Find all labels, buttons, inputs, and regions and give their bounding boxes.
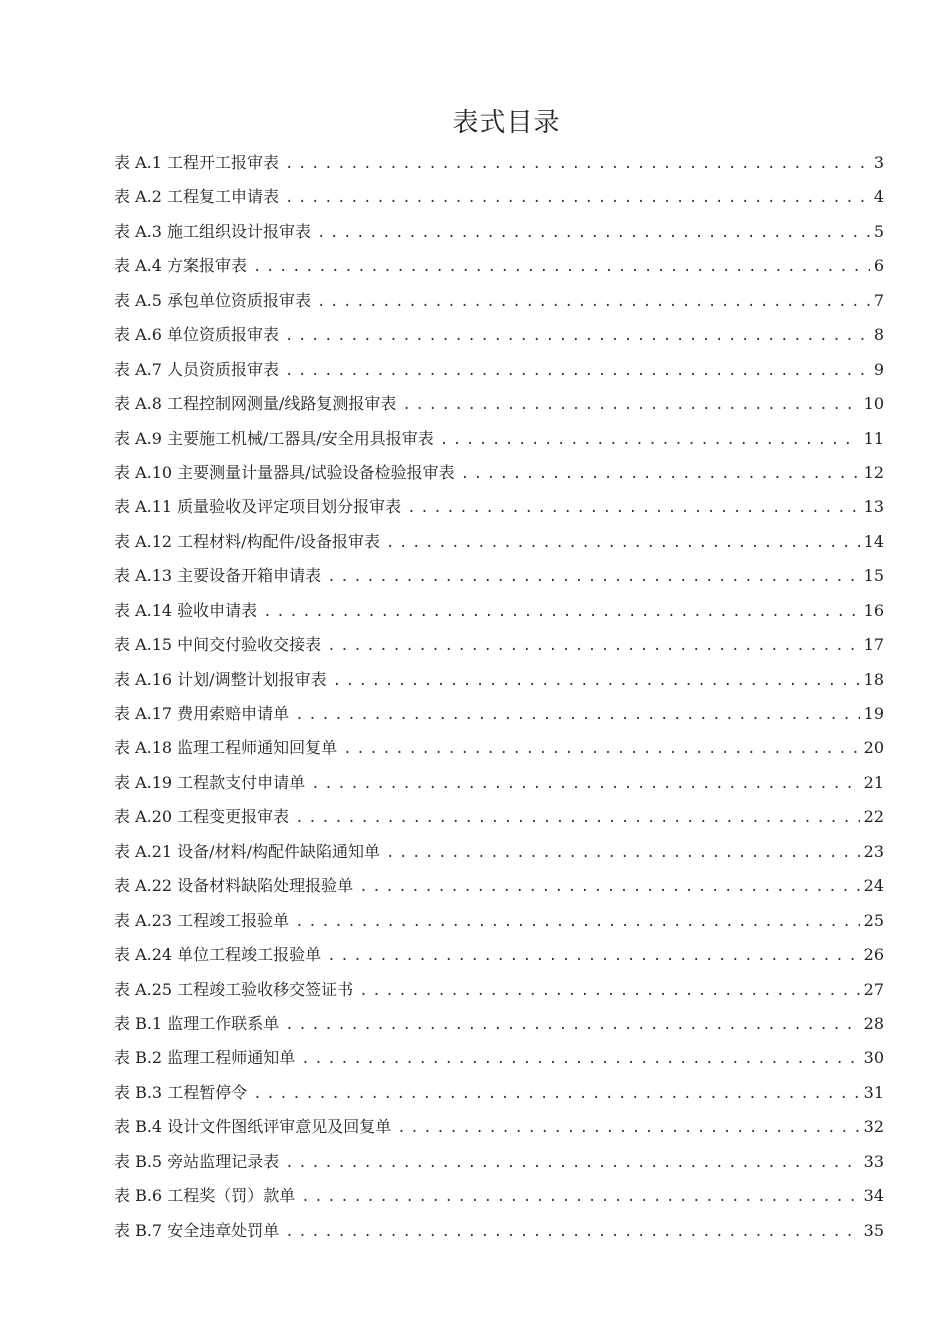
toc-entry-page-number: 20: [863, 738, 884, 758]
toc-entry[interactable]: [114, 559, 884, 593]
toc-dot-leader: [263, 595, 859, 629]
toc-entry[interactable]: [114, 456, 884, 490]
toc-entry[interactable]: [114, 1041, 884, 1075]
toc-entry-label: 表 A.17 费用索赔申请单: [114, 704, 290, 723]
toc-entry-page-number: 11: [863, 428, 884, 448]
toc-entry[interactable]: [114, 973, 884, 1007]
toc-dot-leader: [301, 1042, 859, 1076]
toc-entry[interactable]: [114, 1214, 884, 1248]
toc-entry-label: 表 A.20 工程变更报审表: [114, 807, 290, 827]
toc-entry[interactable]: [114, 353, 884, 387]
toc-entry[interactable]: [114, 1179, 884, 1213]
toc-entry-page-number: 17: [863, 635, 884, 655]
toc-dot-leader: [402, 388, 859, 422]
toc-entry-page-number: 6: [873, 256, 884, 276]
toc-dot-leader: [285, 319, 870, 353]
toc-dot-leader: [397, 1111, 859, 1145]
toc-entry-page-number: 31: [863, 1082, 884, 1102]
toc-dot-leader: [253, 250, 870, 284]
toc-entry-page-number: 25: [863, 910, 884, 930]
toc-entry-page-number: 35: [863, 1220, 884, 1240]
toc-entry[interactable]: [114, 869, 884, 903]
toc-entry-label: 表 A.4 方案报审表: [114, 256, 247, 276]
toc-entry[interactable]: [114, 938, 884, 972]
toc-dot-leader: [285, 147, 870, 181]
toc-entry-label: 表 A.11 质量验收及评定项目划分报审表: [114, 497, 402, 517]
toc-entry-page-number: 22: [863, 807, 884, 827]
toc-entry-page-number: 16: [863, 600, 884, 620]
toc-entry[interactable]: [114, 318, 884, 352]
toc-entry-page-number: 24: [863, 876, 884, 896]
toc-entry[interactable]: [114, 663, 884, 697]
toc-entry-label: 表 A.16 计划/调整计划报审表: [114, 669, 327, 689]
toc-entry[interactable]: [114, 800, 884, 834]
toc-entry[interactable]: [114, 525, 884, 559]
toc-dot-leader: [285, 1215, 859, 1249]
toc-entry-page-number: 5: [873, 221, 884, 241]
toc-dot-leader: [386, 836, 860, 870]
toc-entry-label: 表 B.1 监理工作联系单: [114, 1013, 280, 1033]
page-title: 表式目录: [452, 108, 561, 139]
toc-dot-leader: [461, 457, 860, 491]
toc-dot-leader: [317, 285, 870, 319]
toc-entry[interactable]: [114, 697, 884, 731]
toc-dot-leader: [301, 1180, 859, 1214]
toc-entry-label: 表 B.3 工程暂停令: [114, 1082, 248, 1102]
toc-entry[interactable]: [114, 731, 884, 765]
toc-entry[interactable]: [114, 904, 884, 938]
toc-dot-leader: [317, 216, 870, 250]
toc-dot-leader: [285, 1008, 859, 1042]
toc-entry[interactable]: [114, 766, 884, 800]
toc-entry-page-number: 32: [863, 1117, 884, 1137]
toc-entry-page-number: 8: [873, 325, 884, 345]
toc-dot-leader: [327, 939, 859, 973]
toc-entry[interactable]: [114, 215, 884, 249]
toc-entry-label: 表 A.5 承包单位资质报审表: [114, 290, 311, 310]
toc-entry-page-number: 13: [863, 497, 884, 517]
toc-dot-leader: [285, 354, 870, 388]
toc-dot-leader: [359, 974, 859, 1008]
toc-dot-leader: [285, 181, 870, 215]
toc-entry-label: 表 B.4 设计文件图纸评审意见及回复单: [114, 1117, 392, 1137]
toc-entry[interactable]: [114, 594, 884, 628]
toc-dot-leader: [285, 1146, 859, 1180]
toc-entry[interactable]: [114, 1007, 884, 1041]
toc-entry-page-number: 19: [863, 704, 884, 723]
toc-dot-leader: [386, 526, 860, 560]
toc-entry-page-number: 18: [863, 669, 884, 689]
toc-entry-label: 表 A.7 人员资质报审表: [114, 359, 279, 379]
toc-entry-label: 表 A.22 设备材料缺陷处理报验单: [114, 876, 354, 896]
toc-entry[interactable]: [114, 1076, 884, 1110]
toc-dot-leader: [327, 560, 859, 594]
toc-entry-page-number: 28: [863, 1013, 884, 1033]
toc-entry-page-number: 14: [863, 531, 884, 551]
toc-entry-label: 表 A.9 主要施工机械/工器具/安全用具报审表: [114, 428, 434, 448]
toc-dot-leader: [359, 870, 859, 904]
toc-entry-label: 表 A.13 主要设备开箱申请表: [114, 566, 322, 586]
toc-dot-leader: [295, 801, 859, 835]
toc-dot-leader: [343, 732, 859, 766]
toc-entry-label: 表 A.3 施工组织设计报审表: [114, 221, 311, 241]
toc-dot-leader: [327, 629, 859, 663]
toc-entry-label: 表 A.18 监理工程师通知回复单: [114, 738, 338, 758]
toc-dot-leader: [295, 905, 859, 939]
toc-entry[interactable]: [114, 387, 884, 421]
toc-dot-leader: [253, 1077, 859, 1111]
toc-entry[interactable]: [114, 249, 884, 283]
toc-entry-label: 表 A.24 单位工程竣工报验单: [114, 945, 322, 965]
toc-entry-label: 表 A.1 工程开工报审表: [114, 153, 279, 172]
toc-entry[interactable]: [114, 490, 884, 524]
toc-entry-label: 表 B.2 监理工程师通知单: [114, 1048, 296, 1068]
toc-entry[interactable]: [114, 628, 884, 662]
toc-entry-label: 表 A.14 验收申请表: [114, 600, 258, 620]
toc-entry[interactable]: [114, 1110, 884, 1144]
toc-entry-label: 表 A.25 工程竣工验收移交签证书: [114, 979, 354, 999]
toc-dot-leader: [407, 491, 859, 525]
toc-entry-label: 表 A.2 工程复工申请表: [114, 187, 279, 207]
toc-entry-page-number: 12: [863, 462, 884, 482]
toc-entry-page-number: 23: [863, 841, 884, 861]
toc-dot-leader: [311, 767, 859, 801]
toc-entry-label: 表 A.10 主要测量计量器具/试验设备检验报审表: [114, 462, 455, 482]
toc-entry[interactable]: [114, 146, 884, 180]
toc-entry[interactable]: [114, 422, 884, 456]
toc-entry[interactable]: [114, 835, 884, 869]
toc-entry-label: 表 B.6 工程奖（罚）款单: [114, 1186, 296, 1206]
toc-entry-page-number: 4: [873, 187, 884, 207]
toc-entry-label: 表 A.21 设备/材料/构配件缺陷通知单: [114, 841, 380, 861]
toc-entry-page-number: 33: [863, 1151, 884, 1171]
toc-entry-label: 表 B.7 安全违章处罚单: [114, 1220, 280, 1240]
toc-entry-label: 表 A.12 工程材料/构配件/设备报审表: [114, 531, 380, 551]
table-of-contents: [114, 146, 884, 1248]
toc-dot-leader: [333, 664, 860, 698]
toc-entry-page-number: 30: [863, 1048, 884, 1068]
toc-entry-label: 表 A.23 工程竣工报验单: [114, 910, 290, 930]
toc-entry-page-number: 10: [863, 394, 884, 414]
toc-entry-label: 表 B.5 旁站监理记录表: [114, 1151, 280, 1171]
toc-entry-page-number: 3: [873, 153, 884, 172]
toc-entry-page-number: 7: [873, 290, 884, 310]
toc-dot-leader: [440, 423, 860, 457]
toc-entry[interactable]: [114, 1145, 884, 1179]
toc-entry-page-number: 27: [863, 979, 884, 999]
toc-entry[interactable]: [114, 180, 884, 214]
toc-entry-label: 表 A.6 单位资质报审表: [114, 325, 279, 345]
toc-entry[interactable]: [114, 284, 884, 318]
toc-entry-label: 表 A.19 工程款支付申请单: [114, 772, 306, 792]
toc-entry-page-number: 9: [873, 359, 884, 379]
toc-entry-page-number: 15: [863, 566, 884, 586]
toc-entry-label: 表 A.8 工程控制网测量/线路复测报审表: [114, 394, 397, 414]
toc-entry-label: 表 A.15 中间交付验收交接表: [114, 635, 322, 655]
toc-entry-page-number: 26: [863, 945, 884, 965]
toc-dot-leader: [295, 698, 859, 732]
toc-entry-page-number: 21: [863, 772, 884, 792]
toc-entry-page-number: 34: [863, 1186, 884, 1206]
